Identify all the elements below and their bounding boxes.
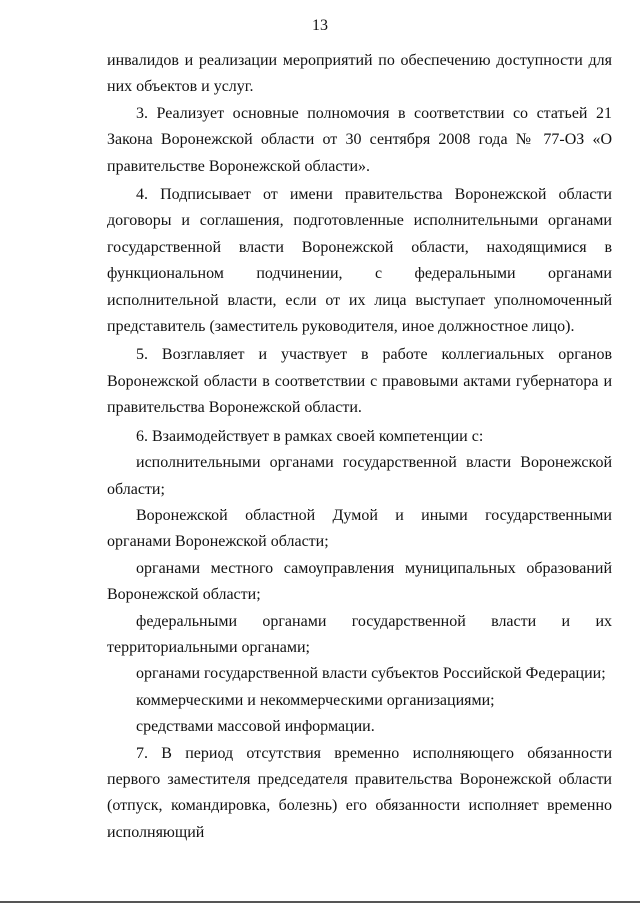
document-body <box>107 48 612 846</box>
list-item-mass-media: средствами массовой информации. <box>136 718 375 736</box>
paragraph-item-5: 5. Возглавляет и участвует в работе коллегиальных органов Воронежской области в соответствии с правовыми актами губернатора и правительства Воронежской области. <box>107 346 612 417</box>
list-item-executive-bodies: исполнительными органами государственной власти Воронежской области; <box>107 454 612 498</box>
list-item-subject-bodies: органами государственной власти субъектов Российской Федерации; <box>136 665 606 683</box>
paragraph-continuation: инвалидов и реализации мероприятий по обеспечению доступности для них объектов и услуг. <box>107 52 612 96</box>
paragraph-item-7: 7. В период отсутствия временно исполняющего обязанности первого заместителя председателя правительства Воронежской области (отпуск, командировка, болезнь) его обязанности исполняет временно исполняющий <box>107 744 612 841</box>
list-item-organizations: коммерческими и некоммерческими организациями; <box>136 691 495 709</box>
page-number: 13 <box>312 17 328 34</box>
list-item-regional-duma: Воронежской областной Думой и иными государственными органами Воронежской области; <box>107 506 612 551</box>
list-item-local-government: органами местного самоуправления муниципальных образований Воронежской области; <box>107 559 612 604</box>
paragraph-item-3: 3. Реализует основные полномочия в соответствии со статьей 21 Закона Воронежской области от 30 сентября 2008 года № 77-ОЗ «О правительстве Воронежской области». <box>107 104 612 175</box>
paragraph-item-4: 4. Подписывает от имени правительства Воронежской области договоры и соглашения, подготовленные исполнительными органами государственной власти Воронежской области, находящимися в функциональном подчинении, с федеральными органами исполнительной власти, если от их лица выступает уполномоченный представитель (заместитель руководителя, иное должностное лицо). <box>107 186 612 336</box>
list-item-federal-bodies: федеральными органами государственной власти и их территориальными органами; <box>107 612 612 656</box>
paragraph-item-6: 6. Взаимодействует в рамках своей компетенции с: <box>136 427 484 445</box>
